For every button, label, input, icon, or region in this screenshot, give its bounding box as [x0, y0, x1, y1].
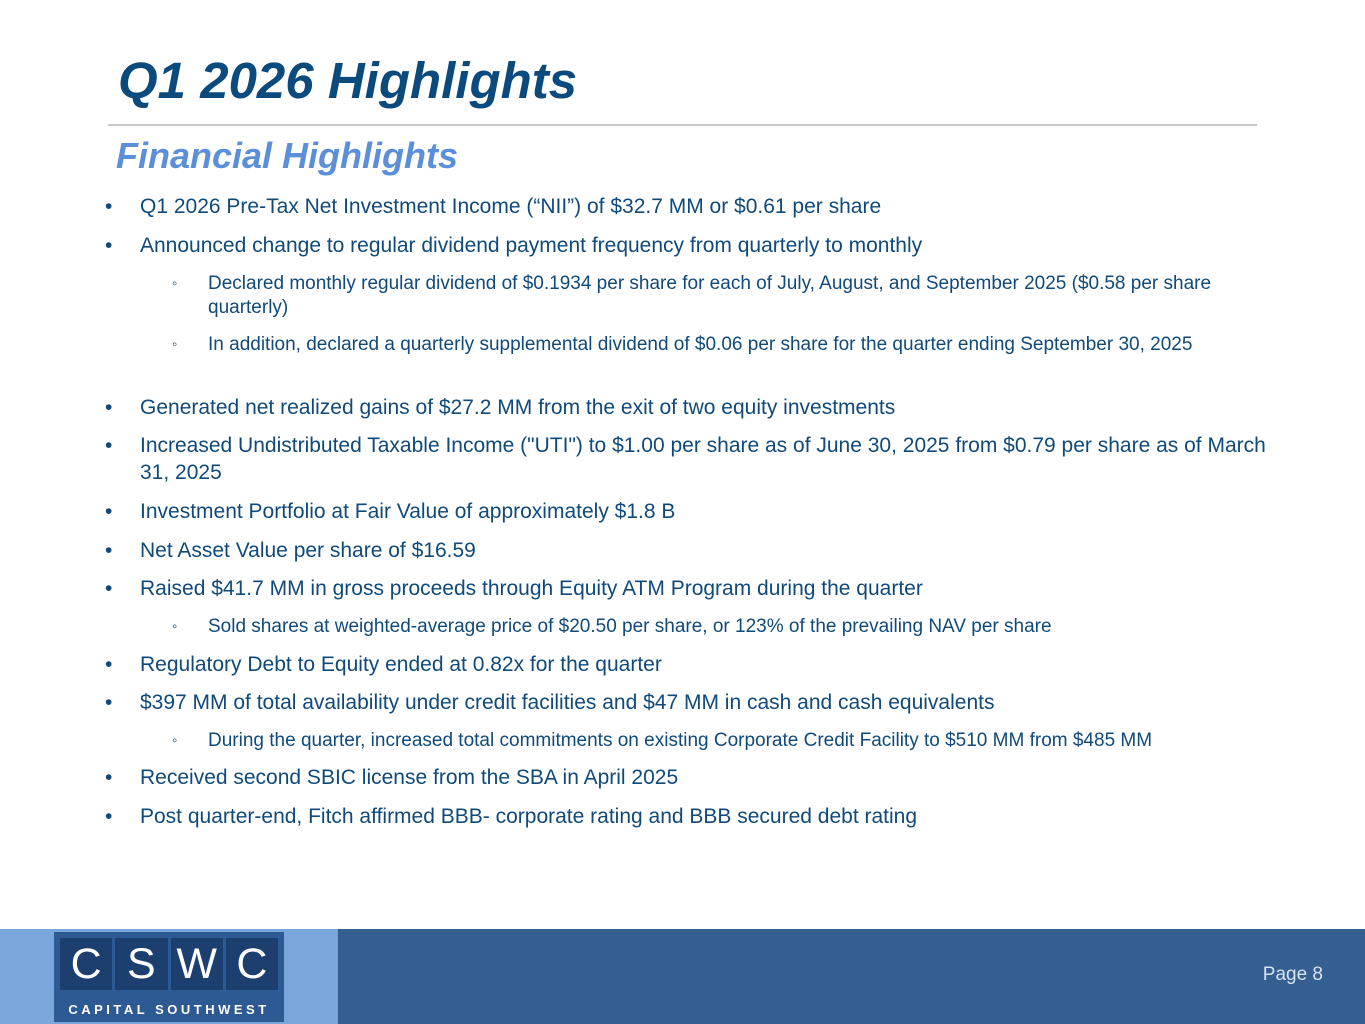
- list-item-text: Announced change to regular dividend payment frequency from quarterly to monthly: [140, 234, 923, 257]
- title-divider: [108, 124, 1257, 126]
- cswc-logo: [54, 932, 284, 1022]
- list-item-text: Increased Undistributed Taxable Income ("UTI") to $1.00 per share as of June 30, 2025 from $0.79 per share as of March 31, 2025: [140, 434, 1266, 484]
- list-item: [105, 803, 1275, 830]
- list-item: [105, 575, 1275, 602]
- logo-letter: W: [171, 938, 223, 990]
- list-item: [105, 651, 1275, 678]
- section-subtitle: Financial Highlights: [116, 135, 459, 176]
- logo-letter: S: [115, 938, 167, 990]
- footer-logo-panel: [0, 929, 338, 1024]
- bullet-icon: •: [105, 653, 113, 676]
- bullet-icon: •: [105, 577, 113, 600]
- bullet-icon: •: [105, 805, 113, 828]
- sub-list-item-text: Sold shares at weighted-average price of $20.50 per share, or 123% of the prevailing NAV per share: [208, 616, 1052, 637]
- bullet-icon: •: [105, 691, 113, 714]
- bullet-icon: •: [105, 434, 113, 457]
- list-item: [105, 689, 1275, 716]
- slide-title: Q1 2026 Highlights: [118, 52, 578, 109]
- logo-letters: [60, 938, 278, 990]
- sub-list-item: [172, 272, 1262, 320]
- sub-list-item: [172, 333, 1262, 357]
- sub-bullet-icon: ◦: [172, 618, 178, 635]
- list-item: [105, 498, 1275, 525]
- list-item-text: Investment Portfolio at Fair Value of approximately $1.8 B: [140, 500, 676, 523]
- page-number: Page 8: [1262, 964, 1323, 985]
- list-item: [105, 432, 1275, 486]
- sub-list-item-text: Declared monthly regular dividend of $0.1934 per share for each of July, August, and September 2025 ($0.58 per share quarterly): [208, 273, 1212, 318]
- bullet-icon: •: [105, 766, 113, 789]
- list-item-text: Received second SBIC license from the SBA in April 2025: [140, 766, 679, 789]
- logo-letter: C: [60, 938, 112, 990]
- bullet-icon: •: [105, 539, 113, 562]
- footer-band: [0, 929, 1365, 1024]
- bullet-icon: •: [105, 234, 113, 257]
- list-item-text: $397 MM of total availability under credit facilities and $47 MM in cash and cash equivalents: [140, 691, 995, 714]
- logo-tagline: CAPITAL SOUTHWEST: [68, 1002, 270, 1017]
- list-item: [105, 193, 1275, 220]
- sub-list-item-text: In addition, declared a quarterly supplemental dividend of $0.06 per share for the quarter ending September 30, 2025: [208, 334, 1193, 355]
- sub-list-item-text: During the quarter, increased total commitments on existing Corporate Credit Facility to $510 MM from $485 MM: [208, 730, 1153, 751]
- list-item-text: Generated net realized gains of $27.2 MM from the exit of two equity investments: [140, 396, 896, 419]
- list-item: [105, 764, 1275, 791]
- sub-list-item: [172, 615, 1262, 639]
- list-item-text: Q1 2026 Pre-Tax Net Investment Income (“NII”) of $32.7 MM or $0.61 per share: [140, 195, 882, 218]
- sub-bullet-icon: ◦: [172, 275, 178, 292]
- sub-list-item: [172, 729, 1262, 753]
- list-item-text: Net Asset Value per share of $16.59: [140, 539, 476, 562]
- list-item: [105, 232, 1275, 259]
- list-item-text: Regulatory Debt to Equity ended at 0.82x for the quarter: [140, 653, 662, 676]
- sub-bullet-icon: ◦: [172, 336, 178, 353]
- bullet-icon: •: [105, 195, 113, 218]
- list-item: [105, 394, 1275, 421]
- bullet-icon: •: [105, 396, 113, 419]
- list-item-text: Post quarter-end, Fitch affirmed BBB- corporate rating and BBB secured debt rating: [140, 805, 918, 828]
- list-item: [105, 537, 1275, 564]
- list-item-text: Raised $41.7 MM in gross proceeds through Equity ATM Program during the quarter: [140, 577, 923, 600]
- logo-letter: C: [226, 938, 278, 990]
- bullet-icon: •: [105, 500, 113, 523]
- sub-bullet-icon: ◦: [172, 732, 178, 749]
